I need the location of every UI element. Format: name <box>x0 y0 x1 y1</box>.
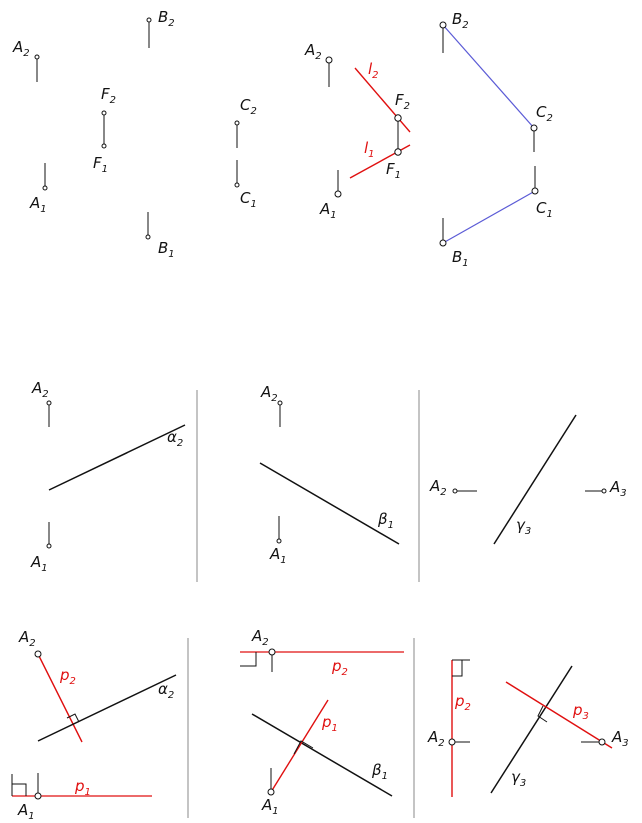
panel-bottom-row-labels <box>17 627 629 822</box>
label-p2: $p_2$ <box>332 657 348 678</box>
label-f2: $F_2$ <box>395 91 411 112</box>
point-c1 <box>235 183 239 187</box>
point-a1 <box>47 544 51 548</box>
label-alpha2: $\alpha_2$ <box>158 680 175 701</box>
plane-beta1-trace <box>260 463 399 544</box>
point-b2 <box>440 22 446 28</box>
label-alpha2: $\alpha_2$ <box>167 428 184 449</box>
right-angle-mark <box>240 652 256 666</box>
label-beta1: $\beta_1$ <box>378 510 394 531</box>
panel-bottom-row <box>12 638 612 818</box>
point-a2 <box>453 489 457 493</box>
panel-given-points <box>35 18 239 239</box>
label-a1: $A_1$ <box>262 796 279 817</box>
point-a2 <box>35 651 41 657</box>
label-a2: $A_2$ <box>252 627 269 648</box>
label-l1: $l_1$ <box>364 139 375 160</box>
segment-b1-c1 <box>443 191 535 243</box>
label-a2: $A_2$ <box>13 38 30 59</box>
label-a1: $A_1$ <box>31 553 48 574</box>
panel-solution-labels <box>304 10 553 269</box>
label-b1: $B_1$ <box>158 239 175 260</box>
point-a1 <box>335 191 341 197</box>
point-a1 <box>43 186 47 190</box>
label-a2: $A_2$ <box>428 728 445 749</box>
label-a1: $A_1$ <box>270 545 287 566</box>
point-f2 <box>102 111 106 115</box>
label-gamma3: $\gamma_3$ <box>511 768 527 789</box>
label-p2: $p_2$ <box>455 692 471 713</box>
panel-given-points-labels <box>12 8 257 260</box>
label-b1: $B_1$ <box>452 248 469 269</box>
label-f1: $F_1$ <box>93 154 109 175</box>
point-c2 <box>531 125 537 131</box>
point-a2 <box>35 55 39 59</box>
point-a2 <box>278 401 282 405</box>
line-p1 <box>271 700 328 792</box>
panel-solution-lines <box>326 22 538 246</box>
point-a1 <box>35 793 41 799</box>
point-b1 <box>440 240 446 246</box>
label-a2: $A_2$ <box>305 41 322 62</box>
point-a2 <box>47 401 51 405</box>
label-a3: $A_3$ <box>610 478 627 499</box>
point-c1 <box>532 188 538 194</box>
line-p3 <box>506 682 612 748</box>
point-a2 <box>326 57 332 63</box>
label-beta1: $\beta_1$ <box>372 761 388 782</box>
label-f1: $F_1$ <box>386 160 402 181</box>
label-a1: $A_1$ <box>18 801 35 822</box>
label-c1: $C_1$ <box>240 189 257 210</box>
point-f1 <box>395 149 401 155</box>
point-b1 <box>146 235 150 239</box>
label-b2: $B_2$ <box>452 10 469 31</box>
point-f2 <box>395 115 401 121</box>
label-a1: $A_1$ <box>30 194 47 215</box>
point-a1 <box>277 539 281 543</box>
label-gamma3: $\gamma_3$ <box>516 516 532 537</box>
point-f1 <box>102 144 106 148</box>
label-a3: $A_3$ <box>612 728 629 749</box>
right-angle-mark <box>12 784 26 796</box>
label-p3: $p_3$ <box>573 701 589 722</box>
point-b2 <box>147 18 151 22</box>
label-f2: $F_2$ <box>101 85 117 106</box>
segment-b2-c2 <box>443 25 534 128</box>
label-a1: $A_1$ <box>320 200 337 221</box>
label-p2: $p_2$ <box>60 666 76 687</box>
point-a1 <box>268 789 274 795</box>
label-a2: $A_2$ <box>430 477 447 498</box>
label-a2: $A_2$ <box>261 383 278 404</box>
plane-gamma3-trace <box>494 415 576 544</box>
plane-gamma3-trace <box>491 666 572 793</box>
label-p1: $p_1$ <box>75 777 91 798</box>
point-a3 <box>599 739 605 745</box>
label-c2: $C_2$ <box>240 96 257 117</box>
label-p1: $p_1$ <box>322 713 338 734</box>
panel-middle-row <box>47 390 606 582</box>
label-a2: $A_2$ <box>19 628 36 649</box>
right-angle-mark <box>452 660 462 676</box>
label-c2: $C_2$ <box>536 103 553 124</box>
point-a2 <box>269 649 275 655</box>
label-l2: $l_2$ <box>368 60 379 81</box>
label-a2: $A_2$ <box>32 379 49 400</box>
point-a3 <box>602 489 606 493</box>
label-c1: $C_1$ <box>536 199 553 220</box>
plane-alpha2-trace <box>38 675 176 741</box>
label-b2: $B_2$ <box>158 8 175 29</box>
plane-alpha2-trace <box>49 425 185 490</box>
point-c2 <box>235 121 239 125</box>
point-a2 <box>449 739 455 745</box>
